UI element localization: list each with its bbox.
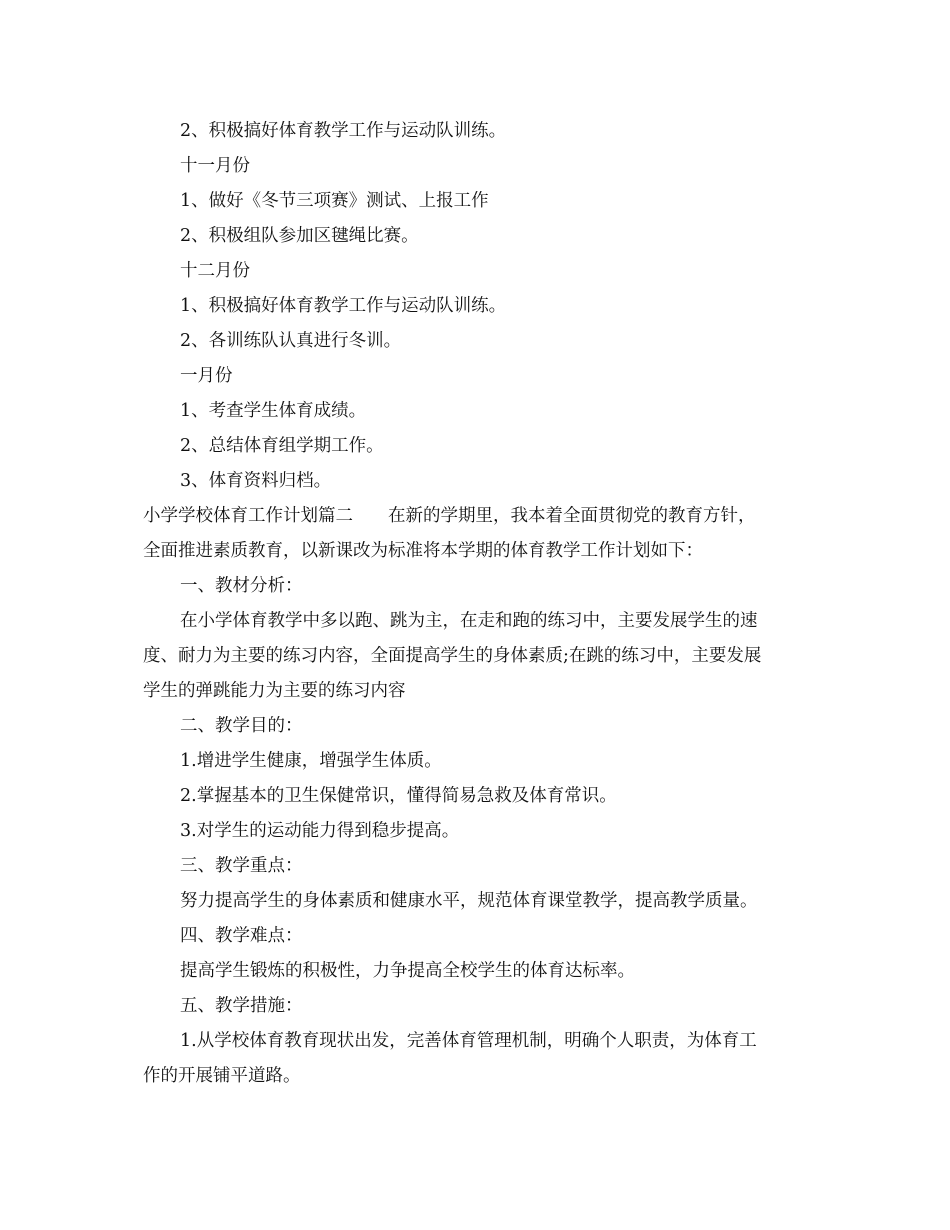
paragraph-line: 努力提高学生的身体素质和健康水平，规范体育课堂教学，提高教学质量。 [180,891,758,911]
paragraph-line: 1.从学校体育教育现状出发，完善体育管理机制，明确个人职责，为体育工 [180,1031,757,1051]
section-heading: 一、教材分析： [180,576,303,596]
month-heading: 十一月份 [180,156,250,176]
text-line: 1、考查学生体育成绩。 [180,401,367,421]
text-line: 全面推进素质教育，以新课改为标准将本学期的体育教学工作计划如下： [143,541,703,561]
text-line: 2.掌握基本的卫生保健常识，懂得简易急救及体育常识。 [180,786,617,806]
paragraph-line: 学生的弹跳能力为主要的练习内容 [143,681,406,701]
section-heading: 四、教学难点： [180,926,303,946]
text-line: 3、体育资料归档。 [180,471,332,491]
paragraph-line: 在小学体育教学中多以跑、跳为主，在走和跑的练习中，主要发展学生的速 [180,611,758,631]
text-line: 1.增进学生健康，增强学生体质。 [180,751,442,771]
text-line: 1、做好《冬节三项赛》测试、上报工作 [180,191,489,211]
text-line: 2、积极组队参加区毽绳比赛。 [180,226,419,246]
paragraph-line: 作的开展铺平道路。 [143,1066,301,1086]
text-line: 1、积极搞好体育教学工作与运动队训练。 [180,296,507,316]
section-heading: 三、教学重点： [180,856,303,876]
text-line: 2、总结体育组学期工作。 [180,436,384,456]
section-heading: 二、教学目的： [180,716,303,736]
text-line: 2、各训练队认真进行冬训。 [180,331,402,351]
month-heading: 十二月份 [180,261,250,281]
section-title-line: 小学学校体育工作计划篇二 在新的学期里，我本着全面贯彻党的教育方针， [143,506,756,526]
text-line: 3.对学生的运动能力得到稳步提高。 [180,821,460,841]
section-heading: 五、教学措施： [180,996,303,1016]
month-heading: 一月份 [180,366,233,386]
text-line: 2、积极搞好体育教学工作与运动队训练。 [180,121,507,141]
paragraph-line: 度、耐力为主要的练习内容，全面提高学生的身体素质;在跳的练习中，主要发展 [143,646,762,666]
paragraph-line: 提高学生锻炼的积极性，力争提高全校学生的体育达标率。 [180,961,635,981]
